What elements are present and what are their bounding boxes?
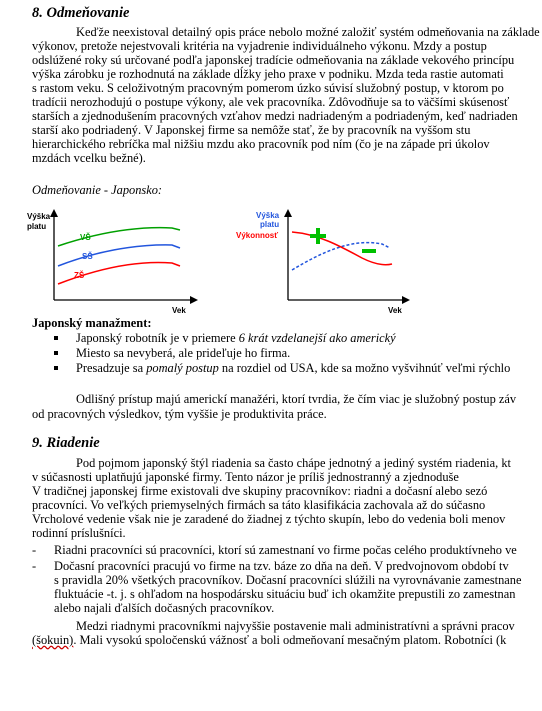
figure-caption: Odmeňovanie - Japonsko:	[32, 183, 163, 197]
section-9-heading: 9. Riadenie	[32, 435, 100, 451]
text-line: rodinní príslušníci.	[32, 526, 126, 540]
text-line	[32, 633, 506, 647]
x-axis-arrow	[190, 296, 198, 304]
text-line: starší ako podriadený. V Japonskej firme sa nemôže stať, že by pracovník na vyššom stu	[32, 123, 471, 137]
underlined-term: (šokuin)	[32, 633, 74, 647]
bullet-icon	[54, 336, 58, 340]
y-axis-arrow	[50, 209, 58, 217]
y-axis-label: platu	[27, 222, 47, 231]
curve-vs	[58, 228, 180, 246]
management-heading: Japonský manažment:	[32, 316, 152, 330]
text-line: tradícii nerozhodujú o postupe výkony, ale vek pracovníka. Zdôvodňuje sa to väčšími skúsenosť	[32, 95, 510, 109]
bullet-icon	[54, 351, 58, 355]
y-axis-label: platu	[260, 220, 280, 229]
text-line: starších a zjednodušením pracovných vzťahov medzi nadriadeným a podriadeným, keď nadriaden	[32, 109, 518, 123]
bullet-icon	[54, 366, 58, 370]
curve-performance	[292, 232, 392, 265]
list-item: Miesto sa nevyberá, ale prideľuje ho firma.	[76, 346, 291, 360]
series-label-ss: SŠ	[82, 252, 93, 261]
text-line: výkonov, pretože nejestvovali kritéria na vyjadrenie individuálneho výkonu. Mzdy a postup	[32, 39, 487, 53]
x-axis-arrow	[402, 296, 410, 304]
pay-vs-performance-diagram	[222, 208, 422, 320]
y-axis-label: Výška	[27, 212, 51, 221]
text-line: Odlišný prístup majú americkí manažéri, ktorí tvrdia, že čím viac je služobný postup záv	[76, 392, 517, 406]
list-item: Presadzuje sa pomalý postup na rozdiel od USA, kde sa možno vyšvihnúť veľmi rýchlo	[76, 361, 511, 375]
y-axis-arrow	[284, 209, 292, 217]
pay-by-education-diagram	[24, 208, 214, 320]
text-line: Keďže neexistoval detailný opis práce nebolo možné založiť systém odmeňovania na základe	[76, 25, 540, 39]
y-axis-label: Výška	[256, 211, 280, 220]
list-item-line: s pravidla 20% všetkých pracovníkov. Dočasní pracovníci slúžili na vyrovnávanie zamestnane	[54, 573, 522, 587]
x-axis-label: Vek	[388, 306, 402, 315]
text-line: hierarchického rebríčka mal nižšiu mzdu ako pracovník pod ním (čo je na západe pri úkolov	[32, 137, 490, 151]
text-line: V tradičnej japonskej firme existovali dve skupiny pracovníkov: riadni a dočasní alebo sezó	[32, 484, 488, 498]
text-line: Medzi riadnymi pracovníkmi najvyššie postavenie mali administratívni a správni pracov	[76, 619, 515, 633]
y-axis-label-performance: Výkonnosť	[236, 231, 279, 240]
list-item: Riadni pracovníci sú pracovníci, ktorí sú zamestnaní vo firme počas celého produktívneho ve	[54, 543, 517, 557]
text-line: odslúžené roky sú určované podľa japonskej tradície odmeňovania na základe vekového princípu	[32, 53, 515, 67]
text-line: výška zárobku je rozhodnutá na základe dĺžky jeho praxe v podniku. Mzda teda rastie automati	[32, 67, 504, 81]
section-8-heading: 8. Odmeňovanie	[32, 5, 130, 21]
series-label-zs: ZŠ	[74, 271, 85, 280]
list-item-line: fluktuácie -t. j. s ohľadom na hospodársku situáciu buď ich okamžite prepustili zo zamestnan	[54, 587, 516, 601]
list-item: Dočasní pracovníci pracujú vo firme na tzv. báze zo dňa na deň. V predvojnovom období tv	[54, 559, 509, 573]
text-line: mzdách vcelku bežné).	[32, 151, 146, 165]
text-line: Pod pojmom japonský štýl riadenia sa často chápe jednotný a jediný systém riadenia, kt	[76, 456, 511, 470]
text-line: pracovníci. Vo veľkých priemyselných firmách sa táto klasifikácia zachovala až do súčasno	[32, 498, 486, 512]
dash-icon: -	[32, 543, 37, 557]
list-item-line: alebo najali ďalších dočasných pracovníkov.	[54, 601, 275, 615]
text-rest: . Mali vysokú spoločenskú vážnosť a boli odmeňovaní mesačným platom. Robotníci (k	[73, 633, 507, 647]
dash-icon: -	[32, 559, 37, 573]
text-line: Vrcholové vedenie však nie je zaradené do žiadnej z týchto skupín, lebo do vedenia boli menov	[32, 512, 506, 526]
plus-sign-icon	[310, 228, 326, 244]
text-line: od pracovných výsledkov, tým vyššie je produktivita práce.	[32, 407, 327, 421]
text-line: s rastom veku. S celoživotným pracovným pomerom úzko súvisí služobný postup, v ktorom po	[32, 81, 504, 95]
series-label-vs: VŠ	[80, 233, 91, 242]
list-item: Japonský robotník je v priemere 6 krát vzdelanejší ako americký	[76, 331, 396, 345]
text-line: v súčasnosti uplatňujú japonské firmy. Tento názor je príliš jednostranný a zjednoduše	[32, 470, 459, 484]
x-axis-label: Vek	[172, 306, 186, 315]
